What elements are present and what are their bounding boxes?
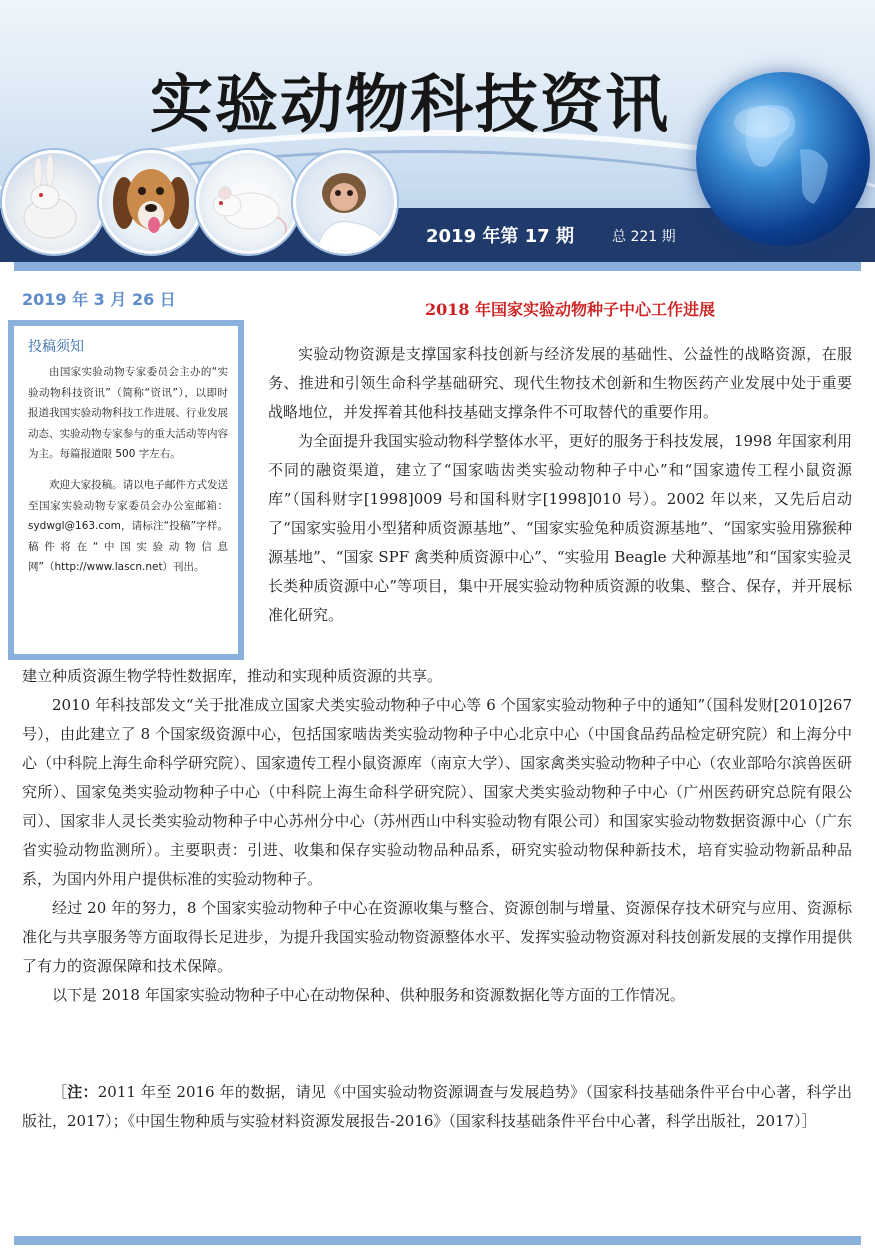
note-label: 注：: [67, 1083, 98, 1101]
article-paragraph-1: 实验动物资源是支撑国家科技创新与经济发展的基础性、公益性的战略资源，在服务、推进和引领生命科学基础研究、现代生物技术创新和生物医药产业发展中处于重要战略地位，并发挥着其他科技基础支撑条件不可取替代的重要作用。: [268, 345, 852, 421]
beagle-photo: [99, 150, 203, 254]
article-paragraph-3: 2010 年科技部发文“关于批准成立国家犬类实验动物种子中心等 6 个国家实验动物种子中的通知”（国科发财[2010]267 号），由此建立了 8 个国家级资源中心，包括国家啮齿类实验动物种子中心北京中心（中国食品药品检定研究院）和上海分中心（中科院上海生命科学研究院）、国家遗传工程小鼠资源库（南京大学）、国家禽类实验动物种子中心（农业部哈尔滨兽医研究所）、国家兔类实验动物种子中心（中科院上海生命科学研究院）、国家犬类实验动物种子中心（广州医药研究总院有限公司）、国家非人灵长类实验动物种子中心苏州分中心（苏州西山中科实验动物有限公司）和国家实验动物数据资源中心（广东省实验动物监测所）。主要职责：引进、收集和保存实验动物品种品系，研究实验动物保种新技术，培育实验动物新品种品系，为国内外用户提供标准的实验动物种子。: [22, 696, 852, 888]
article-intro-column: [268, 340, 852, 630]
notice-paragraph-1: 由国家实验动物专家委员会主办的“实验动物科技资讯”（简称“资讯”），以即时报道我国实验动物科技工作进展、行业发展动态、实验动物专家参与的重大活动等内容为主。每篇报道限 500 字左右。: [28, 366, 228, 461]
masthead: [0, 0, 875, 262]
notice-paragraph-2: 欢迎大家投稿。请以电子邮件方式发送至国家实验动物专家委员会办公室邮箱：sydwgl@163.com，请标注“投稿”字样。稿件将在“中国实验动物信息网”（http://www.lascn.net）刊出。: [28, 478, 228, 574]
notice-title: 投稿须知: [28, 339, 84, 355]
note-text: 2011 年至 2016 年的数据，请见《中国实验动物资源调查与发展趋势》（国家科技基础条件平台中心著，科学出版社，2017）；《中国生物种质与实验材料资源发展报告-2016》（国家科技基础条件平台中心著，科学出版社，2017）］: [22, 1083, 852, 1130]
note-open-bracket: ［: [52, 1083, 68, 1101]
top-divider-bar: [14, 262, 861, 271]
publication-date: 2019 年 3 月 26 日: [22, 290, 176, 309]
article-paragraph-5: 以下是 2018 年国家实验动物种子中心在动物保种、供种服务和资源数据化等方面的工作情况。: [52, 986, 685, 1004]
monkey-photo: [293, 150, 397, 254]
article-paragraph-4: 经过 20 年的努力，8 个国家实验动物种子中心在资源收集与整合、资源创制与增量、资源保存技术研究与应用、资源标准化与共享服务等方面取得长足进步，为提升我国实验动物资源整体水平、发挥实验动物资源对科技创新发展的支撑作用提供了有力的资源保障和技术保障。: [22, 899, 852, 975]
publication-title: 实验动物科技资讯: [150, 67, 670, 141]
article-note: [22, 1078, 852, 1136]
article-paragraph-2: 为全面提升我国实验动物科学整体水平，更好的服务于科技发展，1998 年国家利用不同的融资渠道，建立了“国家啮齿类实验动物种子中心”和“国家遗传工程小鼠资源库”（国科财字[1998]009 号和国科财字[1998]010 号）。2002 年以来，又先后启动了“国家实验用小型猪种质资源基地”、“国家实验兔种质资源基地”、“国家实验用猕猴种源基地”、“国家 SPF 禽类种质资源中心”、“实验用 Beagle 犬种源基地”和“国家实验灵长类种质资源中心”等项目，集中开展实验动物种质资源的收集、整合、保存，并开展标准化研究。: [268, 432, 852, 624]
globe-graphic: [696, 72, 870, 246]
article-paragraph-2-continued: 建立种质资源生物学特性数据库，推动和实现种质资源的共享。: [22, 667, 443, 685]
issue-number: 2019 年第 17 期: [426, 226, 574, 247]
article-body: [22, 662, 852, 1010]
article-title: 2018 年国家实验动物种子中心工作进展: [424, 300, 716, 319]
rabbit-photo: [2, 150, 106, 254]
bottom-divider-bar: [14, 1236, 861, 1245]
submission-notice-box: [8, 320, 244, 660]
total-issue-number: 总 221 期: [612, 229, 676, 245]
white-mouse-photo: [196, 150, 300, 254]
